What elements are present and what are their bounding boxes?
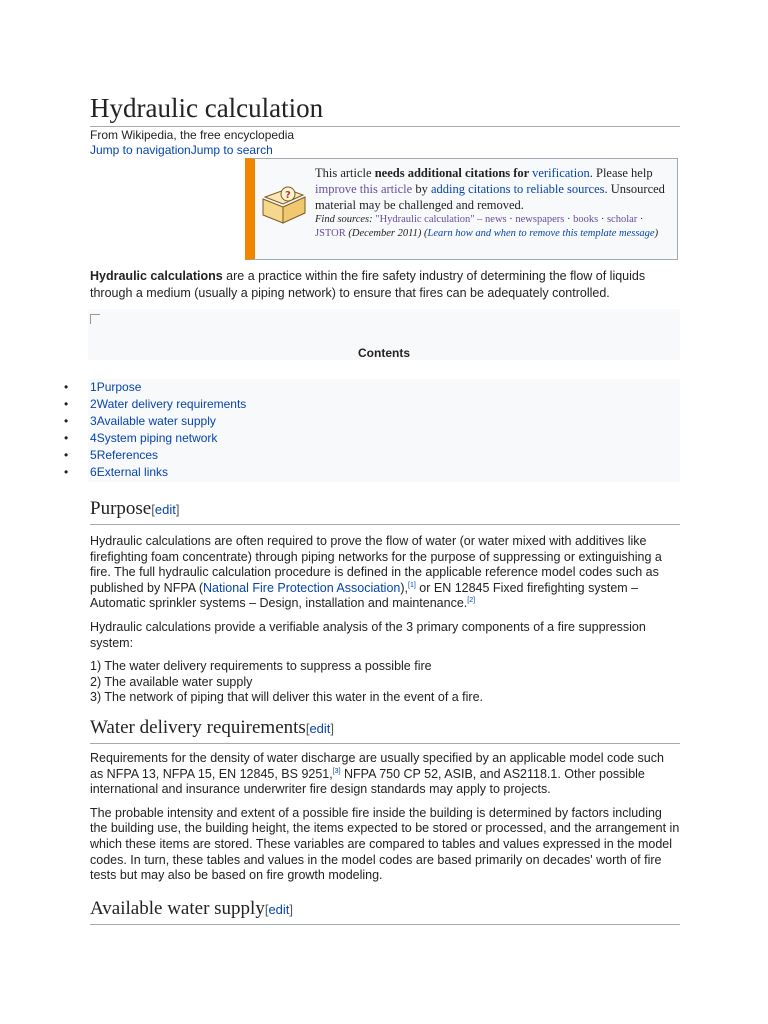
toc-link[interactable]: Available water supply (96, 414, 216, 428)
learn-remove-template-link[interactable]: Learn how and when to remove this template message (427, 228, 655, 239)
find-sources-label: Find sources: (315, 214, 373, 225)
separator: · (564, 214, 574, 225)
books-link[interactable]: books (573, 214, 599, 225)
separator: · (598, 214, 607, 225)
jstor-link[interactable]: JSTOR (315, 228, 346, 239)
toc-number: 2 (90, 397, 97, 411)
edit-link[interactable]: edit (268, 902, 290, 917)
para-text: NFPA 750 CP 52, ASIB, and AS2118.1. Other possible international and insurance underwriter fire design standards may apply to projects. (90, 766, 645, 797)
toc-item[interactable] (64, 447, 680, 464)
section-heading (90, 716, 680, 744)
separator: · (506, 214, 516, 225)
nfpa-link[interactable]: National Fire Protection Association (203, 580, 401, 595)
water-paragraph-1 (90, 751, 680, 798)
para-text: Hydraulic calculations are often required to prove the flow of water (or water mixed with additives like firefighting foam concentrate) through piping networks for the purpose of suppressing or extinguishing a fire. The full hydraulic calculation procedure is defined in the applicable reference model codes such as published by NFPA ( (90, 534, 662, 595)
bullet: • (64, 448, 69, 462)
find-sources-query-link[interactable]: "Hydraulic calculation" – (372, 214, 486, 225)
bullet: • (64, 465, 69, 479)
bullet: • (64, 431, 69, 445)
purpose-paragraph-2: Hydraulic calculations provide a verifiable analysis of the 3 primary components of a fire suppression system: (90, 619, 646, 650)
notice-bold: needs additional citations for (374, 166, 533, 180)
heading-text: Purpose (90, 498, 152, 519)
toc-link[interactable]: References (96, 448, 159, 462)
bracket: [ (151, 502, 155, 517)
edit-section (151, 502, 179, 517)
toc-title: Contents (358, 346, 410, 360)
citation-notice-text (315, 165, 675, 241)
paren: ) (654, 228, 659, 239)
heading-text: Available water supply (90, 898, 265, 919)
toc-number: 1 (90, 380, 97, 394)
purpose-list-item: 1) The water delivery requirements to suppress a possible fire (90, 659, 432, 674)
book-question-icon (261, 185, 307, 225)
toc-item[interactable] (64, 464, 680, 481)
toc-item[interactable] (64, 379, 680, 396)
find-sources (315, 213, 675, 241)
bracket: ] (330, 721, 335, 736)
para-text: or EN 12845 Fixed firefighting system – Automatic sprinkler systems – Design, installation and maintenance. (90, 580, 639, 611)
verification-link[interactable]: verification (532, 166, 590, 180)
notice-text: This article (315, 166, 375, 180)
separator: · (637, 214, 644, 225)
notice-text: . Unsourced material may be challenged and removed. (315, 182, 665, 212)
toc-link[interactable]: System piping network (96, 431, 218, 445)
toc-link[interactable]: Water delivery requirements (96, 397, 247, 411)
toc-link[interactable]: Purpose (96, 380, 142, 394)
water-paragraph-2: The probable intensity and extent of a possible fire inside the building is determined by factors including the building use, the building height, the items expected to be stored or processed, and the arrangement in which these items are stored. These variables are compared to tables and values expressed in the model codes. In turn, these tables and values in the model codes are based primarily on decades' worth of fire tests but may also be based on fire growth modeling. (90, 805, 680, 883)
toc-number: 3 (90, 414, 97, 428)
para-text: ), (400, 580, 408, 595)
bracket: [ (264, 902, 269, 917)
toc-item[interactable] (64, 413, 680, 430)
toc-toggle-checkbox[interactable] (90, 314, 100, 324)
edit-section (265, 902, 293, 917)
toc-list (64, 379, 680, 482)
svg-text:?: ? (285, 190, 291, 201)
toc-header (88, 309, 680, 360)
heading-text: Water delivery requirements (90, 717, 306, 738)
jump-links (90, 143, 273, 158)
paren: ( (421, 228, 428, 239)
bullet: • (64, 380, 69, 394)
improve-article-link[interactable]: improve this article (315, 182, 413, 196)
edit-link[interactable]: edit (154, 502, 176, 517)
toc-number: 4 (90, 431, 97, 445)
scholar-link[interactable]: scholar (606, 214, 638, 225)
para-text: Requirements for the density of water discharge are usually specified by an applicable model code such as NFPA 13, NFPA 15, EN 12845, BS 9251, (90, 751, 664, 781)
jump-to-navigation-link[interactable]: Jump to navigation (90, 143, 191, 157)
bracket: ] (289, 902, 294, 917)
intro-bold: Hydraulic calculations (90, 269, 223, 283)
page-title: Hydraulic calculation (90, 92, 680, 127)
citation-notice-box (245, 158, 678, 260)
purpose-list-item: 2) The available water supply (90, 674, 253, 689)
toc-number: 6 (90, 465, 97, 479)
bullet: • (64, 397, 69, 411)
site-tagline: From Wikipedia, the free encyclopedia (90, 128, 295, 142)
section-water-delivery (90, 716, 680, 884)
newspapers-link[interactable]: newspapers (515, 214, 565, 225)
section-purpose (90, 497, 680, 706)
bracket: ] (175, 502, 180, 517)
intro-paragraph (90, 268, 680, 302)
section-available-water-supply (90, 897, 680, 925)
edit-link[interactable]: edit (309, 721, 331, 736)
bullet: • (64, 414, 69, 428)
news-link[interactable]: news (485, 214, 507, 225)
toc-number: 5 (90, 448, 97, 462)
reference-link[interactable]: [1] (408, 581, 416, 589)
adding-citations-link[interactable]: adding citations to reliable sources (430, 182, 605, 196)
reference-link[interactable]: [3] (332, 767, 341, 775)
intro-text: are a practice within the fire safety industry of determining the flow of liquids through a medium (usually a piping network) to ensure that fires can be adequately controlled. (90, 269, 646, 300)
purpose-paragraph-1 (90, 534, 680, 612)
edit-section (306, 721, 334, 736)
notice-date: (December 2011) (345, 228, 422, 239)
toc-item[interactable] (64, 396, 680, 413)
toc-link[interactable]: External links (96, 465, 169, 479)
bracket: [ (305, 721, 310, 736)
notice-text: by (412, 182, 431, 196)
section-heading (90, 897, 680, 925)
purpose-list-item: 3) The network of piping that will deliver this water in the event of a fire. (90, 690, 484, 705)
jump-to-search-link[interactable]: Jump to search (190, 143, 273, 157)
toc-item[interactable] (64, 430, 680, 447)
notice-text: . Please help (589, 166, 653, 180)
section-heading (90, 497, 680, 525)
reference-link[interactable]: [2] (467, 597, 476, 605)
